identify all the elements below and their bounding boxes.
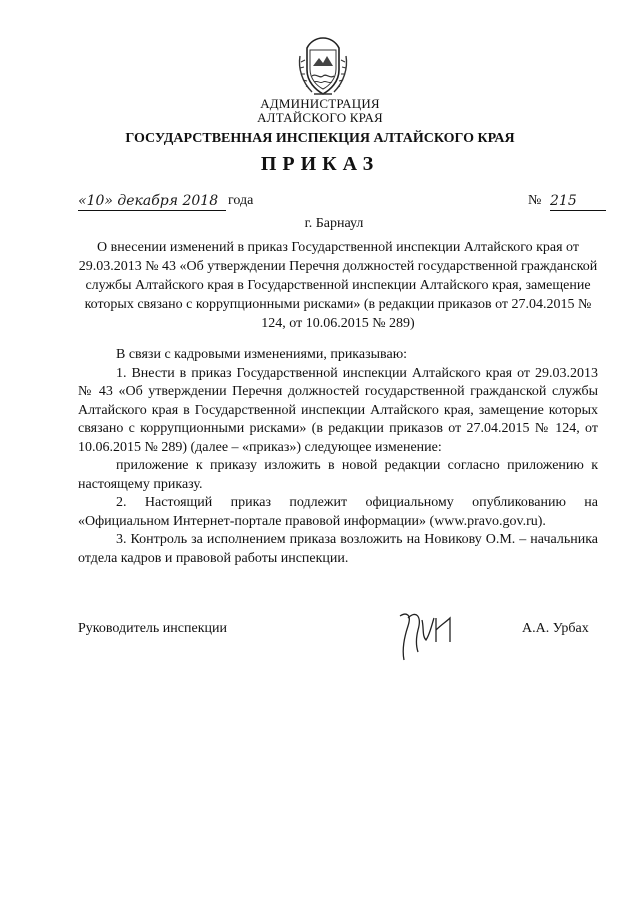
intro-paragraph: В связи с кадровыми изменениями, приказываю: xyxy=(116,347,408,362)
handwritten-number: 215 xyxy=(550,192,606,211)
city: г. Барнаул xyxy=(304,216,364,231)
document-type: ПРИКАЗ xyxy=(260,153,380,175)
paragraph-1: 1. Внести в приказ Государственной инспекции Алтайского края от 29.03.2013 № 43 «Об утверждении Перечня должностей государственной гражданской службы Алтайского края в Государственной инспекции Алтайского края, замещение которых связано с коррупционными рисками» (в редакции приказов от 27.04.2015 № 124, от 10.06.2015 № 289) (далее – «приказ») следующее изменение: xyxy=(78,365,598,455)
admin-line-2: АЛТАЙСКОГО КРАЯ xyxy=(257,110,383,125)
admin-line-1: АДМИНИСТРАЦИЯ xyxy=(260,96,380,111)
date-number-row xyxy=(78,192,598,216)
organization-name: ГОСУДАРСТВЕННАЯ ИНСПЕКЦИЯ АЛТАЙСКОГО КРАЯ xyxy=(125,131,515,146)
signatory-name: А.А. Урбах xyxy=(522,621,589,636)
year-word: года xyxy=(228,193,254,208)
paragraph-1a: приложение к приказу изложить в новой редакции согласно приложению к настоящему приказу. xyxy=(78,458,598,492)
paragraph-2: 2. Настоящий приказ подлежит официальному опубликованию на «Официальном Интернет-портале правовой информации» (www.pravo.gov.ru). xyxy=(78,495,598,529)
order-body xyxy=(78,346,598,568)
paragraph-3: 3. Контроль за исполнением приказа возложить на Новикову О.М. – начальника отдела кадров и правовой работы инспекции. xyxy=(78,532,598,566)
signatory-role: Руководитель инспекции xyxy=(78,621,227,636)
handwritten-signature-icon xyxy=(392,606,472,662)
handwritten-date: «10» декабря 2018 xyxy=(78,192,226,211)
order-title: О внесении изменений в приказ Государственной инспекции Алтайского края от 29.03.2013 № 43 «Об утверждении Перечня должностей государственной гражданской службы Алтайского края в Государственной инспекции Алтайского края, замещение которых связано с коррупционными рисками» (в редакции приказов от 27.04.2015 № 124, от 10.06.2015 № 289) xyxy=(78,240,598,331)
number-sign: № xyxy=(528,193,542,208)
coat-of-arms-icon xyxy=(296,36,350,98)
